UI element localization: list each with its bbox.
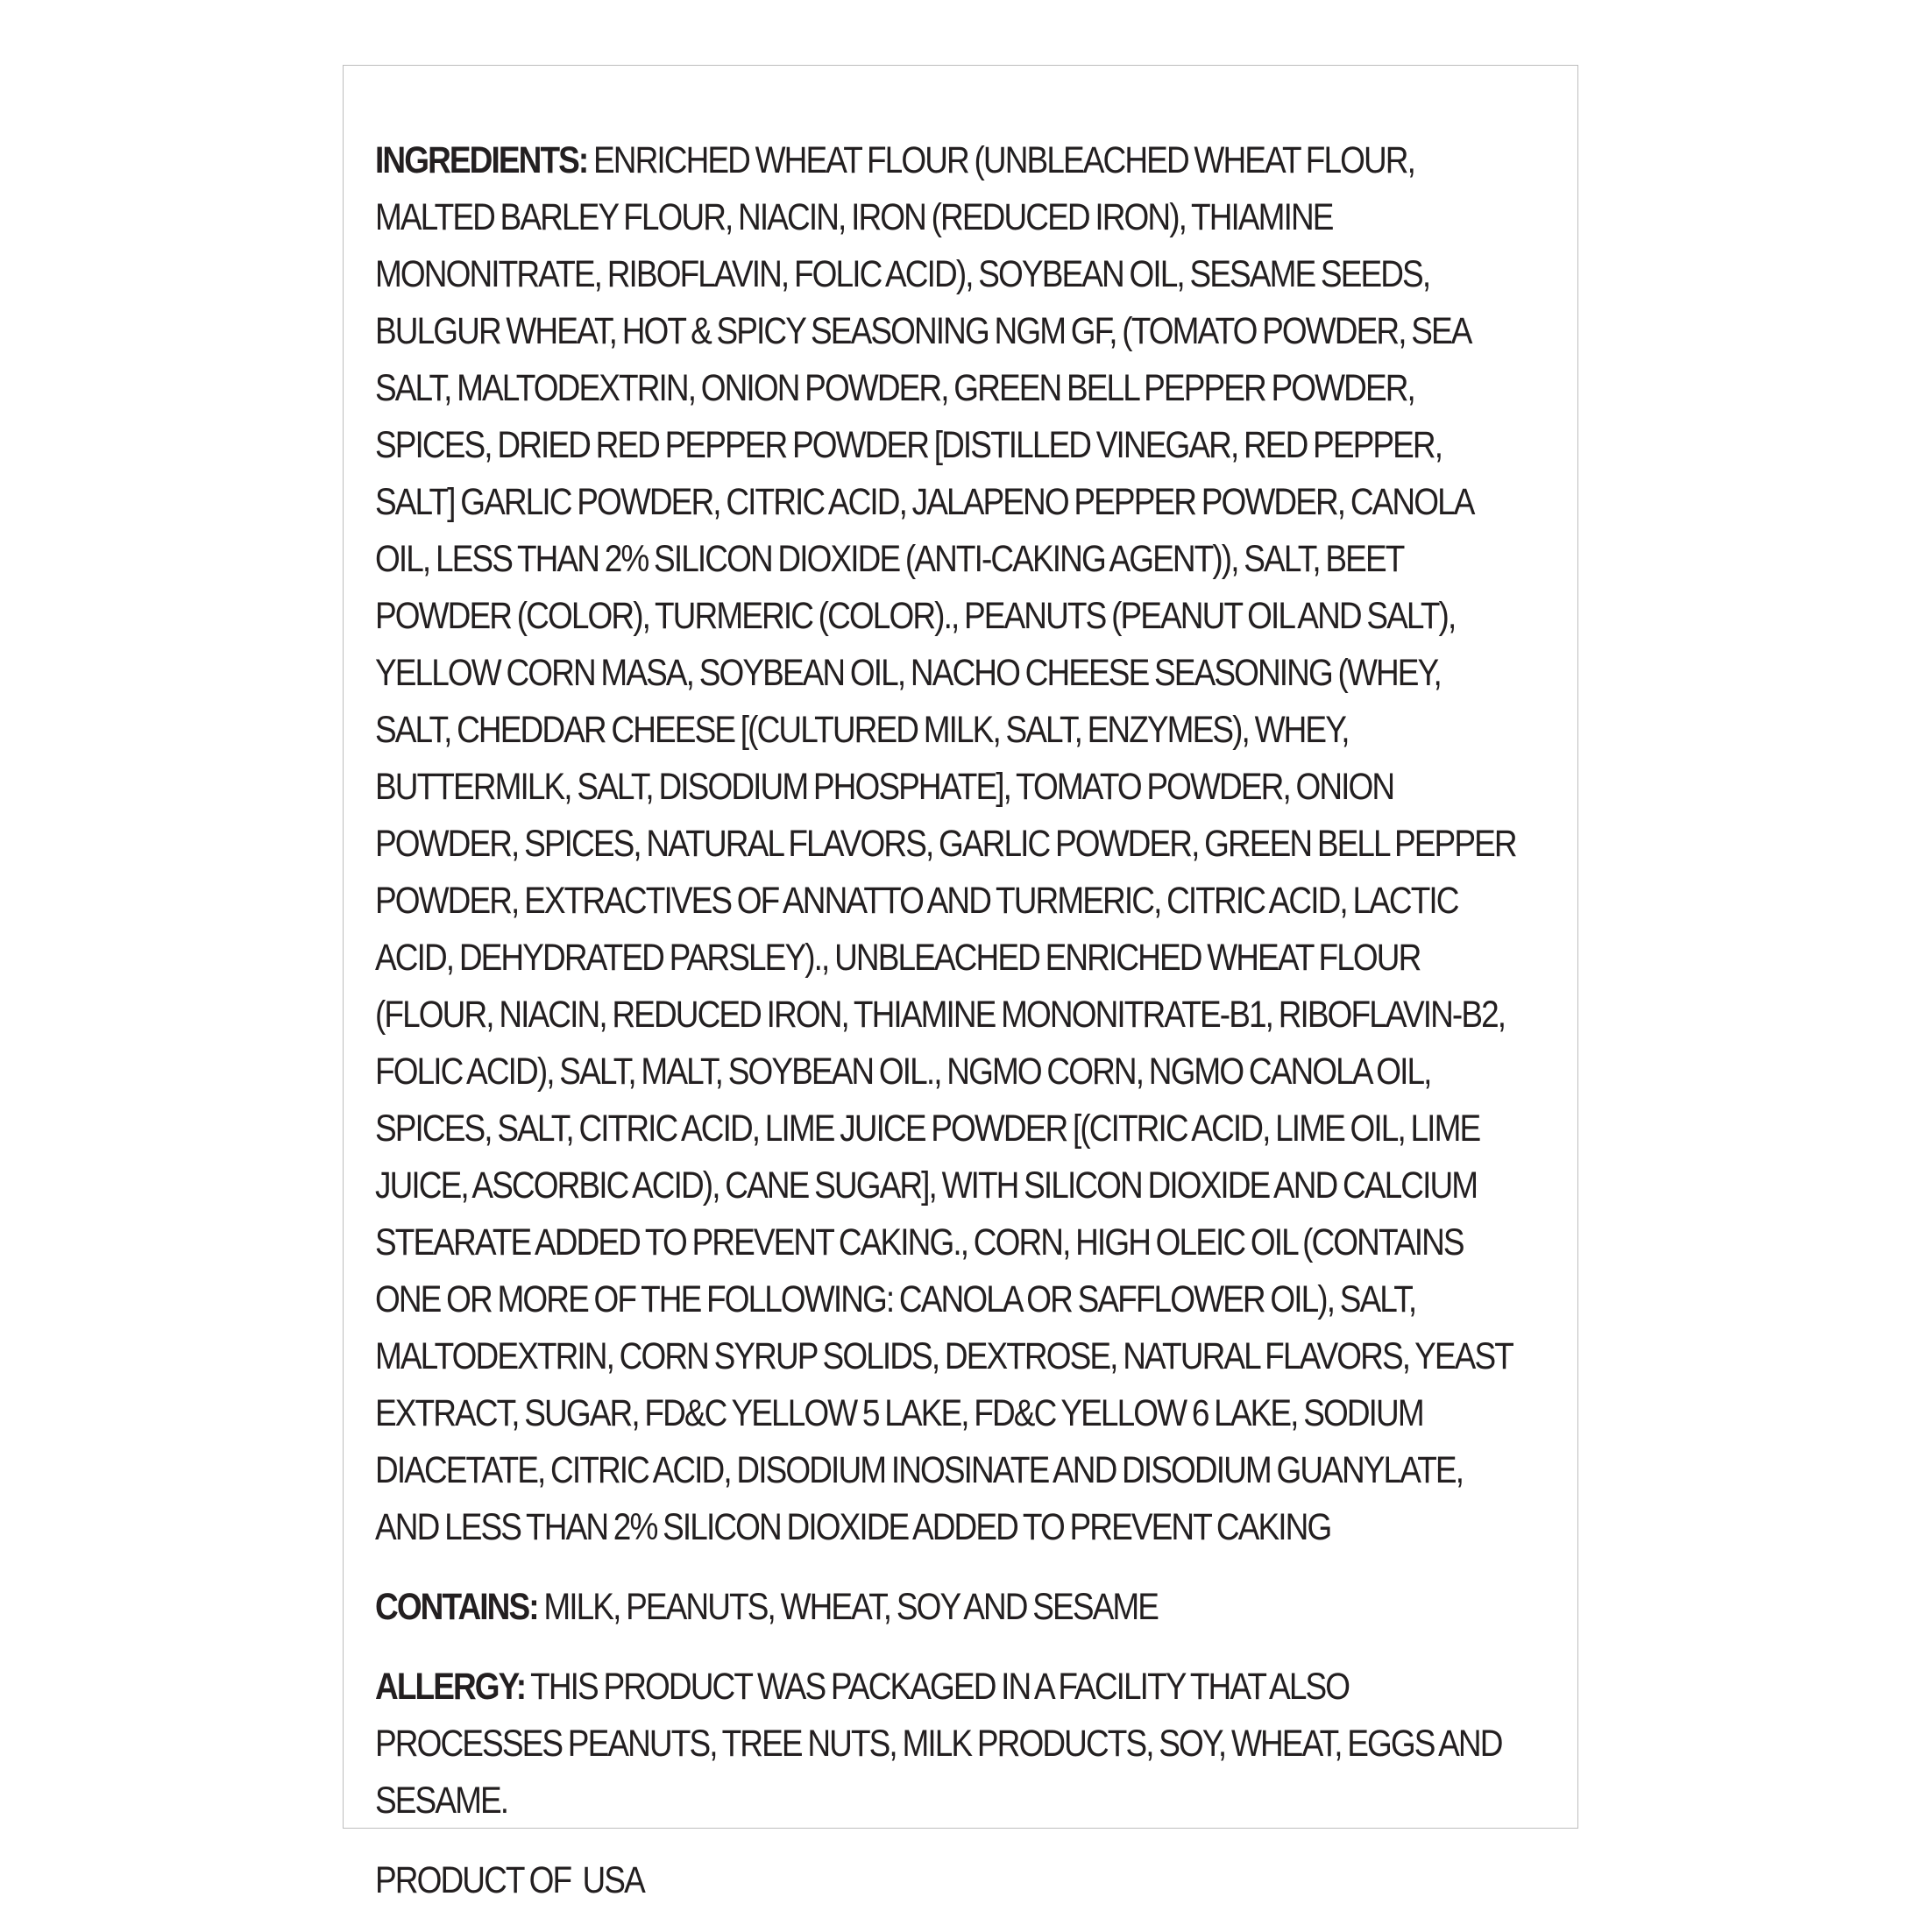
- ingredients-heading: INGREDIENTS:: [375, 139, 588, 181]
- product-origin: [375, 1852, 1522, 1909]
- ingredients-paragraph: [375, 132, 1522, 1556]
- allergy-paragraph: [375, 1659, 1522, 1829]
- contains-list: MILK, PEANUTS, WHEAT, SOY AND SESAME: [537, 1586, 1159, 1628]
- origin-text: PRODUCT OF USA: [375, 1859, 644, 1901]
- ingredients-label-panel: [343, 65, 1578, 1901]
- contains-paragraph: [375, 1579, 1522, 1636]
- allergy-heading: ALLERGY:: [375, 1666, 526, 1708]
- allergy-statement: THIS PRODUCT WAS PACKAGED IN A FACILITY THAT ALSO PROCESSES PEANUTS, TREE NUTS, MILK PRODUCTS, SOY, WHEAT, EGGS AND SESAME.: [375, 1666, 1502, 1822]
- label-text-body: [375, 132, 1525, 1932]
- ingredients-list: ENRICHED WHEAT FLOUR (UNBLEACHED WHEAT FLOUR, MALTED BARLEY FLOUR, NIACIN, IRON (REDUCED IRON), THIAMINE MONONITRATE, RIBOFLAVIN, FOLIC ACID), SOYBEAN OIL, SESAME SEEDS, BULGUR WHEAT, HOT & SPICY SEASONING NGM GF, (TOMATO POWDER, SEA SALT, MALTODEXTRIN, ONION POWDER, GREEN BELL PEPPER POWDER, SPICES, DRIED RED PEPPER POWDER [DISTILLED VINEGAR, RED PEPPER, SALT] GARLIC POWDER, CITRIC ACID, JALAPENO PEPPER POWDER, CANOLA OIL, LESS THAN 2% SILICON DIOXIDE (ANTI-CAKING AGENT)), SALT, BEET POWDER (COLOR), TURMERIC (COLOR)., PEANUTS (PEANUT OIL AND SALT), YELLOW CORN MASA, SOYBEAN OIL, NACHO CHEESE SEASONING (WHEY, SALT, CHEDDAR CHEESE [(CULTURED MILK, SALT, ENZYMES), WHEY, BUTTERMILK, SALT, DISODIUM PHOSPHATE], TOMATO POWDER, ONION POWDER, SPICES, NATURAL FLAVORS, GARLIC POWDER, GREEN BELL PEPPER POWDER, EXTRACTIVES OF ANNATTO AND TURMERIC, CITRIC ACID, LACTIC ACID, DEHYDRATED PARSLEY)., UNBLEACHED ENRICHED WHEAT FLOUR (FLOUR, NIACIN, REDUCED IRON, THIAMINE MONONITRATE-B1, RIBOFLAVIN-B2, FOLIC ACID), SALT, MALT, SOYBEAN OIL., NGMO CORN, NGMO CANOLA OIL, SPICES, SALT, CITRIC ACID, LIME JUICE POWDER [(CITRIC ACID, LIME OIL, LIME JUICE, ASCORBIC ACID), CANE SUGAR], WITH SILICON DIOXIDE AND CALCIUM STEARATE ADDED TO PREVENT CAKING., CORN, HIGH OLEIC OIL (CONTAINS ONE OR MORE OF THE FOLLOWING: CANOLA OR SAFFLOWER OIL), SALT, MALTODEXTRIN, CORN SYRUP SOLIDS, DEXTROSE, NATURAL FLAVORS, YEAST EXTRACT, SUGAR, FD&C YELLOW 5 LAKE, FD&C YELLOW 6 LAKE, SODIUM DIACETATE, CITRIC ACID, DISODIUM INOSINATE AND DISODIUM GUANYLATE, AND LESS THAN 2% SILICON DIOXIDE ADDED TO PREVENT CAKING: [375, 139, 1516, 1548]
- contains-heading: CONTAINS:: [375, 1586, 538, 1628]
